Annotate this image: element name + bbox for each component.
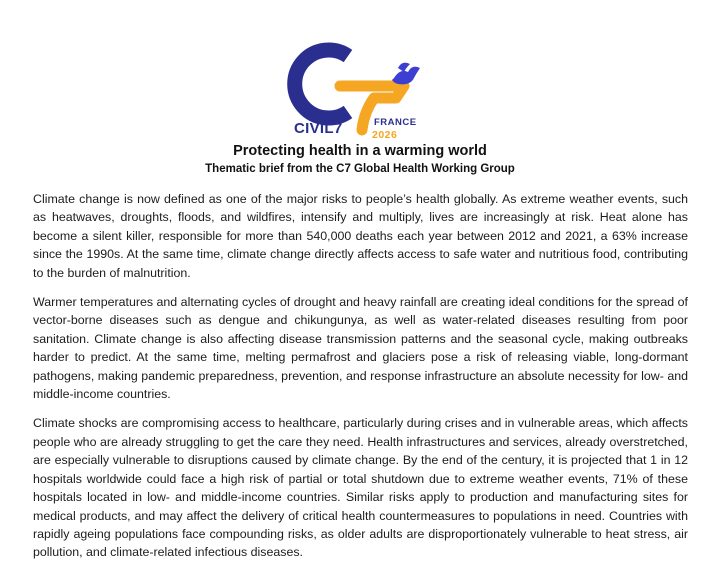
paragraph: Climate shocks are compromising access to healthcare, particularly during crises and in vulnerable areas, which affects people who are already struggling to get the care they need. Health infrastructures and services, already overstretched, are especially vulnerable to disruptions caused by climate change. By the end of the century, it is projected that 1 in 12 hospitals worldwide could face a high risk of partial or total shutdown due to extreme weather events, 71% of these hospitals located in low- and middle-income countries. Similar risks apply to production and manufacturing sites for medical products, and may affect the delivery of critical health countermeasures to populations in need. Countries with rapidly ageing populations face compounding risks, as older adults are disproportionately vulnerable to heat stress, air pollution, and climate-related infectious diseases. xyxy=(33,416,688,560)
document-subtitle: Thematic brief from the C7 Global Health Working Group xyxy=(205,163,515,175)
paragraph: Climate change is now defined as one of the major risks to people’s health globally. As extreme weather events, such as heatwaves, droughts, floods, and wildfires, intensify and multiply, lives are increasingly at risk. Heat alone has become a silent killer, responsible for more than 540,000 deaths each year between 2012 and 2021, a 63% increase since the 1990s. At the same time, climate change directly affects access to safe water and nutritious food, contributing to the burden of malnutrition. xyxy=(33,192,688,280)
logo-year: 2026 xyxy=(372,129,398,141)
logo-country: FRANCE xyxy=(374,117,417,128)
paragraph: Warmer temperatures and alternating cycles of drought and heavy rainfall are creating ideal conditions for the spread of vector-borne diseases such as dengue and chikungunya, as well as water-related diseases resulting from poor sanitation. Climate change is also affecting disease transmission patterns and the seasonal cycle, making outbreaks harder to predict. At the same time, melting permafrost and glaciers pose a risk of releasing viable, long-dormant pathogens, making pandemic preparedness, prevention, and response infrastructure an absolute necessity for low- and middle-income countries. xyxy=(33,295,688,402)
document-body xyxy=(33,190,688,573)
dove-icon xyxy=(392,63,420,85)
logo-wordmark: CIVIL7 xyxy=(294,120,343,137)
document-title: Protecting health in a warming world xyxy=(233,143,487,159)
c7-logo xyxy=(282,38,442,142)
